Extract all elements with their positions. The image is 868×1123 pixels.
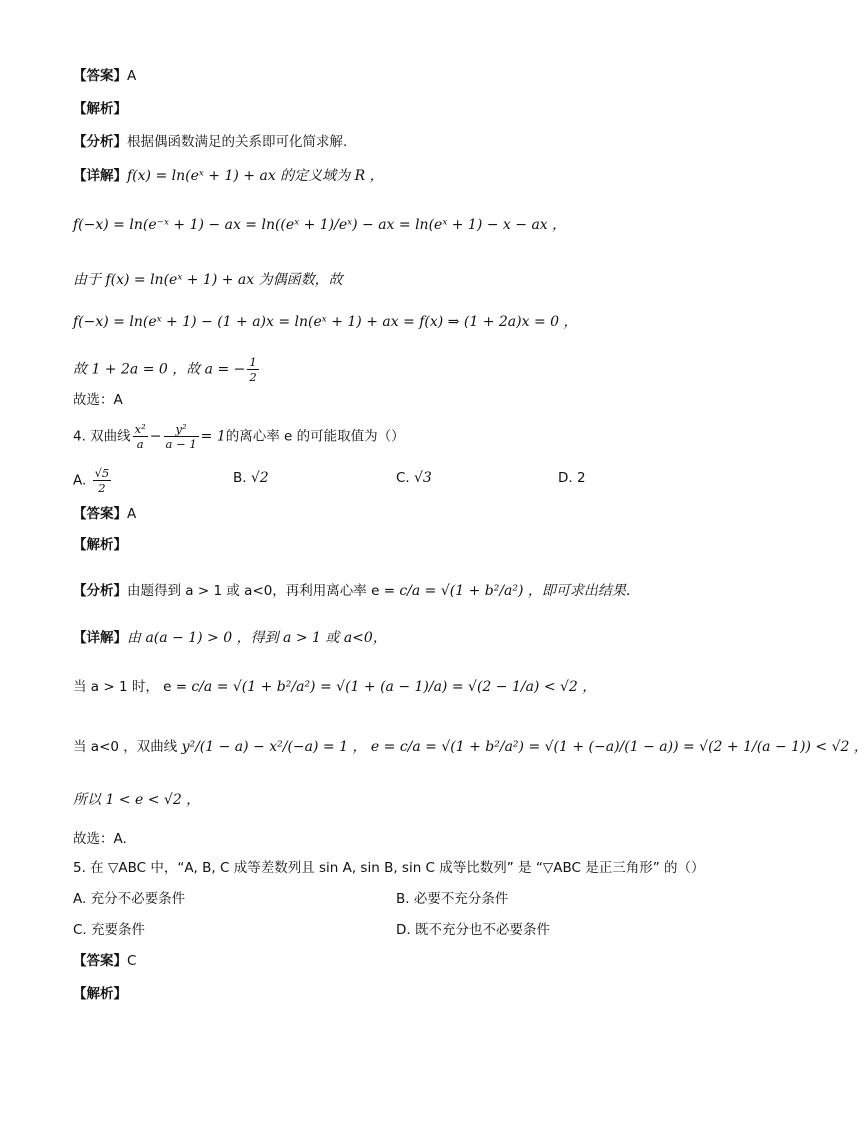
detail-line-3c: 由于 f(x) = ln(eˣ + 1) + ax 为偶函数，故 — [73, 272, 343, 288]
choose-line-3: 故选：A — [73, 392, 123, 408]
detail-line-3b: f(−x) = ln(e⁻ˣ + 1) − ax = ln((eˣ + 1)/eˣ) − ax = ln(eˣ + 1) − x − ax ， — [73, 217, 567, 233]
detail-line-4d: 所以 1 < e < √2 ， — [73, 792, 201, 808]
q4-option-d: D. 2 — [558, 470, 586, 486]
analysis-header-4: 【解析】 — [73, 537, 127, 553]
answer-line-5: 【答案】C — [73, 953, 137, 969]
q5-option-d: D. 既不充分也不必要条件 — [396, 922, 550, 938]
q5-option-a: A. 充分不必要条件 — [73, 891, 186, 907]
q4-option-a: A. $\frac{√5}{2}$ — [73, 466, 110, 495]
detail-line-3d: f(−x) = ln(eˣ + 1) − (1 + a)x = ln(eˣ + 1) + ax = f(x) ⇒ (1 + 2a)x = 0 ， — [73, 314, 578, 330]
analysis-header-5: 【解析】 — [73, 986, 127, 1002]
detail-line-4c: 当 a<0 ，双曲线 y²/(1 − a) − x²/(−a) = 1 ， e = c/a = √(1 + b²/a²) = √(1 + (−a)/(1 − a)) = √(2 + 1/(a − 1)) < √2 ， — [73, 739, 868, 755]
analysis-header-3: 【解析】 — [73, 101, 127, 117]
detail-line-3e: 故 1 + 2a = 0 ，故 a = − $\frac{1}{2}$ — [73, 355, 257, 384]
q4-option-b: B. √2 — [233, 470, 269, 486]
answer-line-4: 【答案】A — [73, 506, 137, 522]
detail-line-3a: 【详解】f(x) = ln(eˣ + 1) + ax 的定义域为 R ， — [73, 168, 384, 184]
q5-option-b: B. 必要不充分条件 — [396, 891, 509, 907]
q4-option-c: C. √3 — [396, 470, 432, 486]
detail-line-4b: 当 a > 1 时， e = c/a = √(1 + b²/a²) = √(1 + (a − 1)/a) = √(2 − 1/a) < √2 ， — [73, 679, 597, 695]
question-4-stem: 4. 双曲线 $\frac{\text{x²}}{a}$ − $\frac{\text{y²}}{a - 1}$ = 1的离心率 e 的可能取值为（） — [73, 422, 405, 451]
fenxi-line-4: 【分析】由题得到 a > 1 或 a<0，再利用离心率 e = c/a = √(1 + b²/a²) ，即可求出结果. — [73, 583, 631, 599]
fenxi-line-3: 【分析】根据偶函数满足的关系即可化简求解. — [73, 134, 348, 150]
question-5-stem: 5. 在 ▽ABC 中，“A, B, C 成等差数列且 sin A, sin B, sin C 成等比数列” 是 “▽ABC 是正三角形” 的（） — [73, 860, 705, 876]
answer-line-3: 【答案】A — [73, 68, 137, 84]
q5-option-c: C. 充要条件 — [73, 922, 146, 938]
detail-line-4a: 【详解】由 a(a − 1) > 0 ，得到 a > 1 或 a<0， — [73, 630, 387, 646]
fraction-half: $\frac{1}{2}$ — [249, 355, 257, 384]
choose-line-4: 故选：A. — [73, 831, 127, 847]
